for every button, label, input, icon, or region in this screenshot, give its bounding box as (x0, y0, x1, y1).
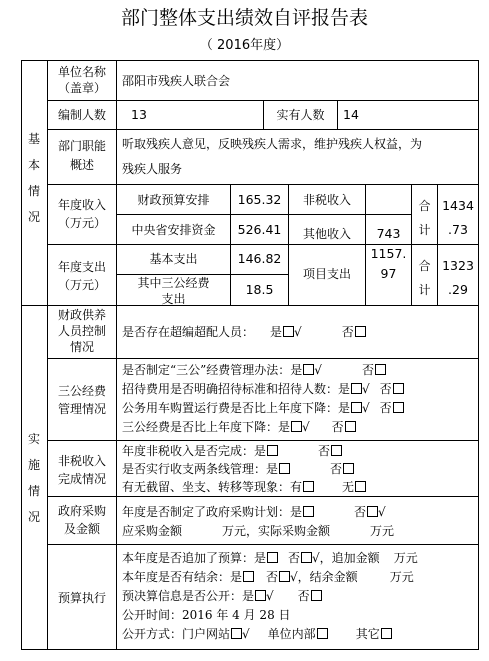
procurement-label: 政府采购 及金额 (57, 504, 106, 536)
checkbox-proc-no[interactable] (367, 506, 378, 517)
budget-q5: 公开方式：门户网站 √ 单位内部 其它 (122, 626, 392, 642)
checkbox-b5-internal[interactable] (317, 628, 328, 639)
central-funds-label: 中央省安排资金 (131, 223, 216, 237)
staffing-question: 是否存在超编超配人员： 是 √ 否 (122, 324, 366, 340)
checkbox-b1-no[interactable] (301, 552, 312, 563)
unit-name-label: 单位名称 （盖章） (57, 65, 106, 95)
report-year: （ 2016年度） (199, 38, 290, 53)
checkbox-b5-other[interactable] (381, 628, 392, 639)
checkbox-tp1-no[interactable] (375, 364, 386, 375)
checkbox-tp3-yes[interactable] (351, 402, 362, 413)
basic-expense-value: 146.82 (237, 251, 282, 266)
nontax-q2: 是否实行收支两条线管理：是 否 (122, 461, 354, 477)
finance-budget-label: 财政预算安排 (137, 193, 210, 207)
nontax-income-label: 非税收入 (302, 193, 351, 207)
three-public-q3: 公务用车购置运行费是否比上年度下降：是 √ 否 (122, 400, 404, 416)
project-expense-label: 项目支出 (302, 267, 351, 281)
checkbox-tp1-yes[interactable] (303, 364, 314, 375)
finance-budget-value: 165.32 (237, 192, 282, 207)
budget-execution-label: 预算执行 (57, 591, 106, 605)
checkbox-tp2-yes[interactable] (351, 383, 362, 394)
actual-count-label: 实有人数 (276, 108, 325, 122)
actual-count-value: 14 (343, 107, 359, 122)
budget-q1: 本年度是否追加了预算：是 否 √，追加金额 万元 (122, 551, 418, 565)
checkbox-b2-no[interactable] (279, 571, 290, 582)
staff-count-value: 13 (131, 107, 147, 122)
duty-overview-line1: 听取残疾人意见，反映残疾人需求，维护残疾人权益，为 (122, 137, 423, 151)
checkbox-nt3-yes[interactable] (303, 481, 314, 492)
checkbox-tp2-no[interactable] (393, 383, 404, 394)
income-total-value: 1434 .73 (442, 198, 474, 237)
unit-name-value: 邵阳市残疾人联合会 (122, 74, 231, 88)
income-total-label: 合 计 (418, 199, 431, 237)
three-public-q2: 招待费用是否明确招待标准和招待人数：是 √ 否 (122, 381, 404, 397)
checkbox-tp4-yes[interactable] (291, 421, 302, 432)
checkbox-staffing-no[interactable] (355, 326, 366, 337)
central-funds-value: 526.41 (237, 222, 282, 237)
budget-q2: 本年度是否有结余：是 否 √，结余金额 万元 (122, 570, 414, 584)
basic-expense-label: 基本支出 (149, 252, 198, 266)
three-public-q4: 三公经费是否比上年度下降：是 √ 否 (122, 419, 356, 435)
checkbox-staffing-yes[interactable] (283, 326, 294, 337)
other-income-label: 其他收入 (302, 227, 351, 241)
three-public-mgmt-label: 三公经费 管理情况 (57, 384, 106, 416)
checkbox-tp4-no[interactable] (345, 421, 356, 432)
staff-count-label: 编制人数 (57, 108, 106, 122)
expense-total-value: 1323 .29 (442, 258, 474, 297)
procurement-q1: 年度是否制定了政府采购计划：是 否 √ (122, 505, 386, 519)
checkbox-nt1-no[interactable] (331, 445, 342, 456)
checkbox-b1-yes[interactable] (267, 552, 278, 563)
other-income-value: 743 (376, 226, 401, 241)
budget-q4: 公开时间：2016 年 4 月 28 日 (122, 608, 291, 622)
nontax-q3: 有无截留、坐支、转移等现象：有 无 (122, 479, 366, 495)
expense-total-label: 合 计 (418, 259, 431, 297)
three-public-expense-label: 其中三公经费 支出 (137, 276, 210, 306)
section-implementation: 实施情况 (27, 432, 40, 524)
three-public-expense-value: 18.5 (245, 282, 274, 297)
report-title: 部门整体支出绩效自评报告表 (120, 7, 368, 29)
checkbox-nt2-no[interactable] (343, 463, 354, 474)
checkbox-b3-yes[interactable] (255, 590, 266, 601)
checkbox-b3-no[interactable] (311, 590, 322, 601)
project-expense-value: 1157. 97 (370, 246, 407, 281)
checkbox-proc-yes[interactable] (303, 506, 314, 517)
section-basic-info: 基本情况 (27, 132, 40, 224)
annual-expense-label: 年度支出 （万元） (57, 260, 106, 292)
duty-overview-label: 部门职能 概述 (57, 139, 106, 172)
checkbox-b5-portal[interactable] (231, 628, 242, 639)
duty-overview-line2: 残疾人服务 (122, 162, 183, 176)
staffing-control-label: 财政供养 人员控制 情况 (57, 308, 106, 354)
checkbox-tp3-no[interactable] (393, 402, 404, 413)
nontax-completion-label: 非税收入 完成情况 (57, 454, 106, 486)
annual-income-label: 年度收入 （万元） (57, 198, 106, 230)
checkbox-b2-yes[interactable] (243, 571, 254, 582)
three-public-q1: 是否制定“三公”经费管理办法：是 √ 否 (122, 362, 386, 378)
procurement-q2: 应采购金额 万元，实际采购金额 万元 (122, 524, 395, 538)
checkbox-nt1-yes[interactable] (267, 445, 278, 456)
nontax-q1: 年度非税收入是否完成：是 否 (122, 443, 342, 459)
checkbox-nt2-yes[interactable] (279, 463, 290, 474)
checkbox-nt3-no[interactable] (355, 481, 366, 492)
budget-q3: 预决算信息是否公开：是 √ 否 (122, 588, 322, 604)
